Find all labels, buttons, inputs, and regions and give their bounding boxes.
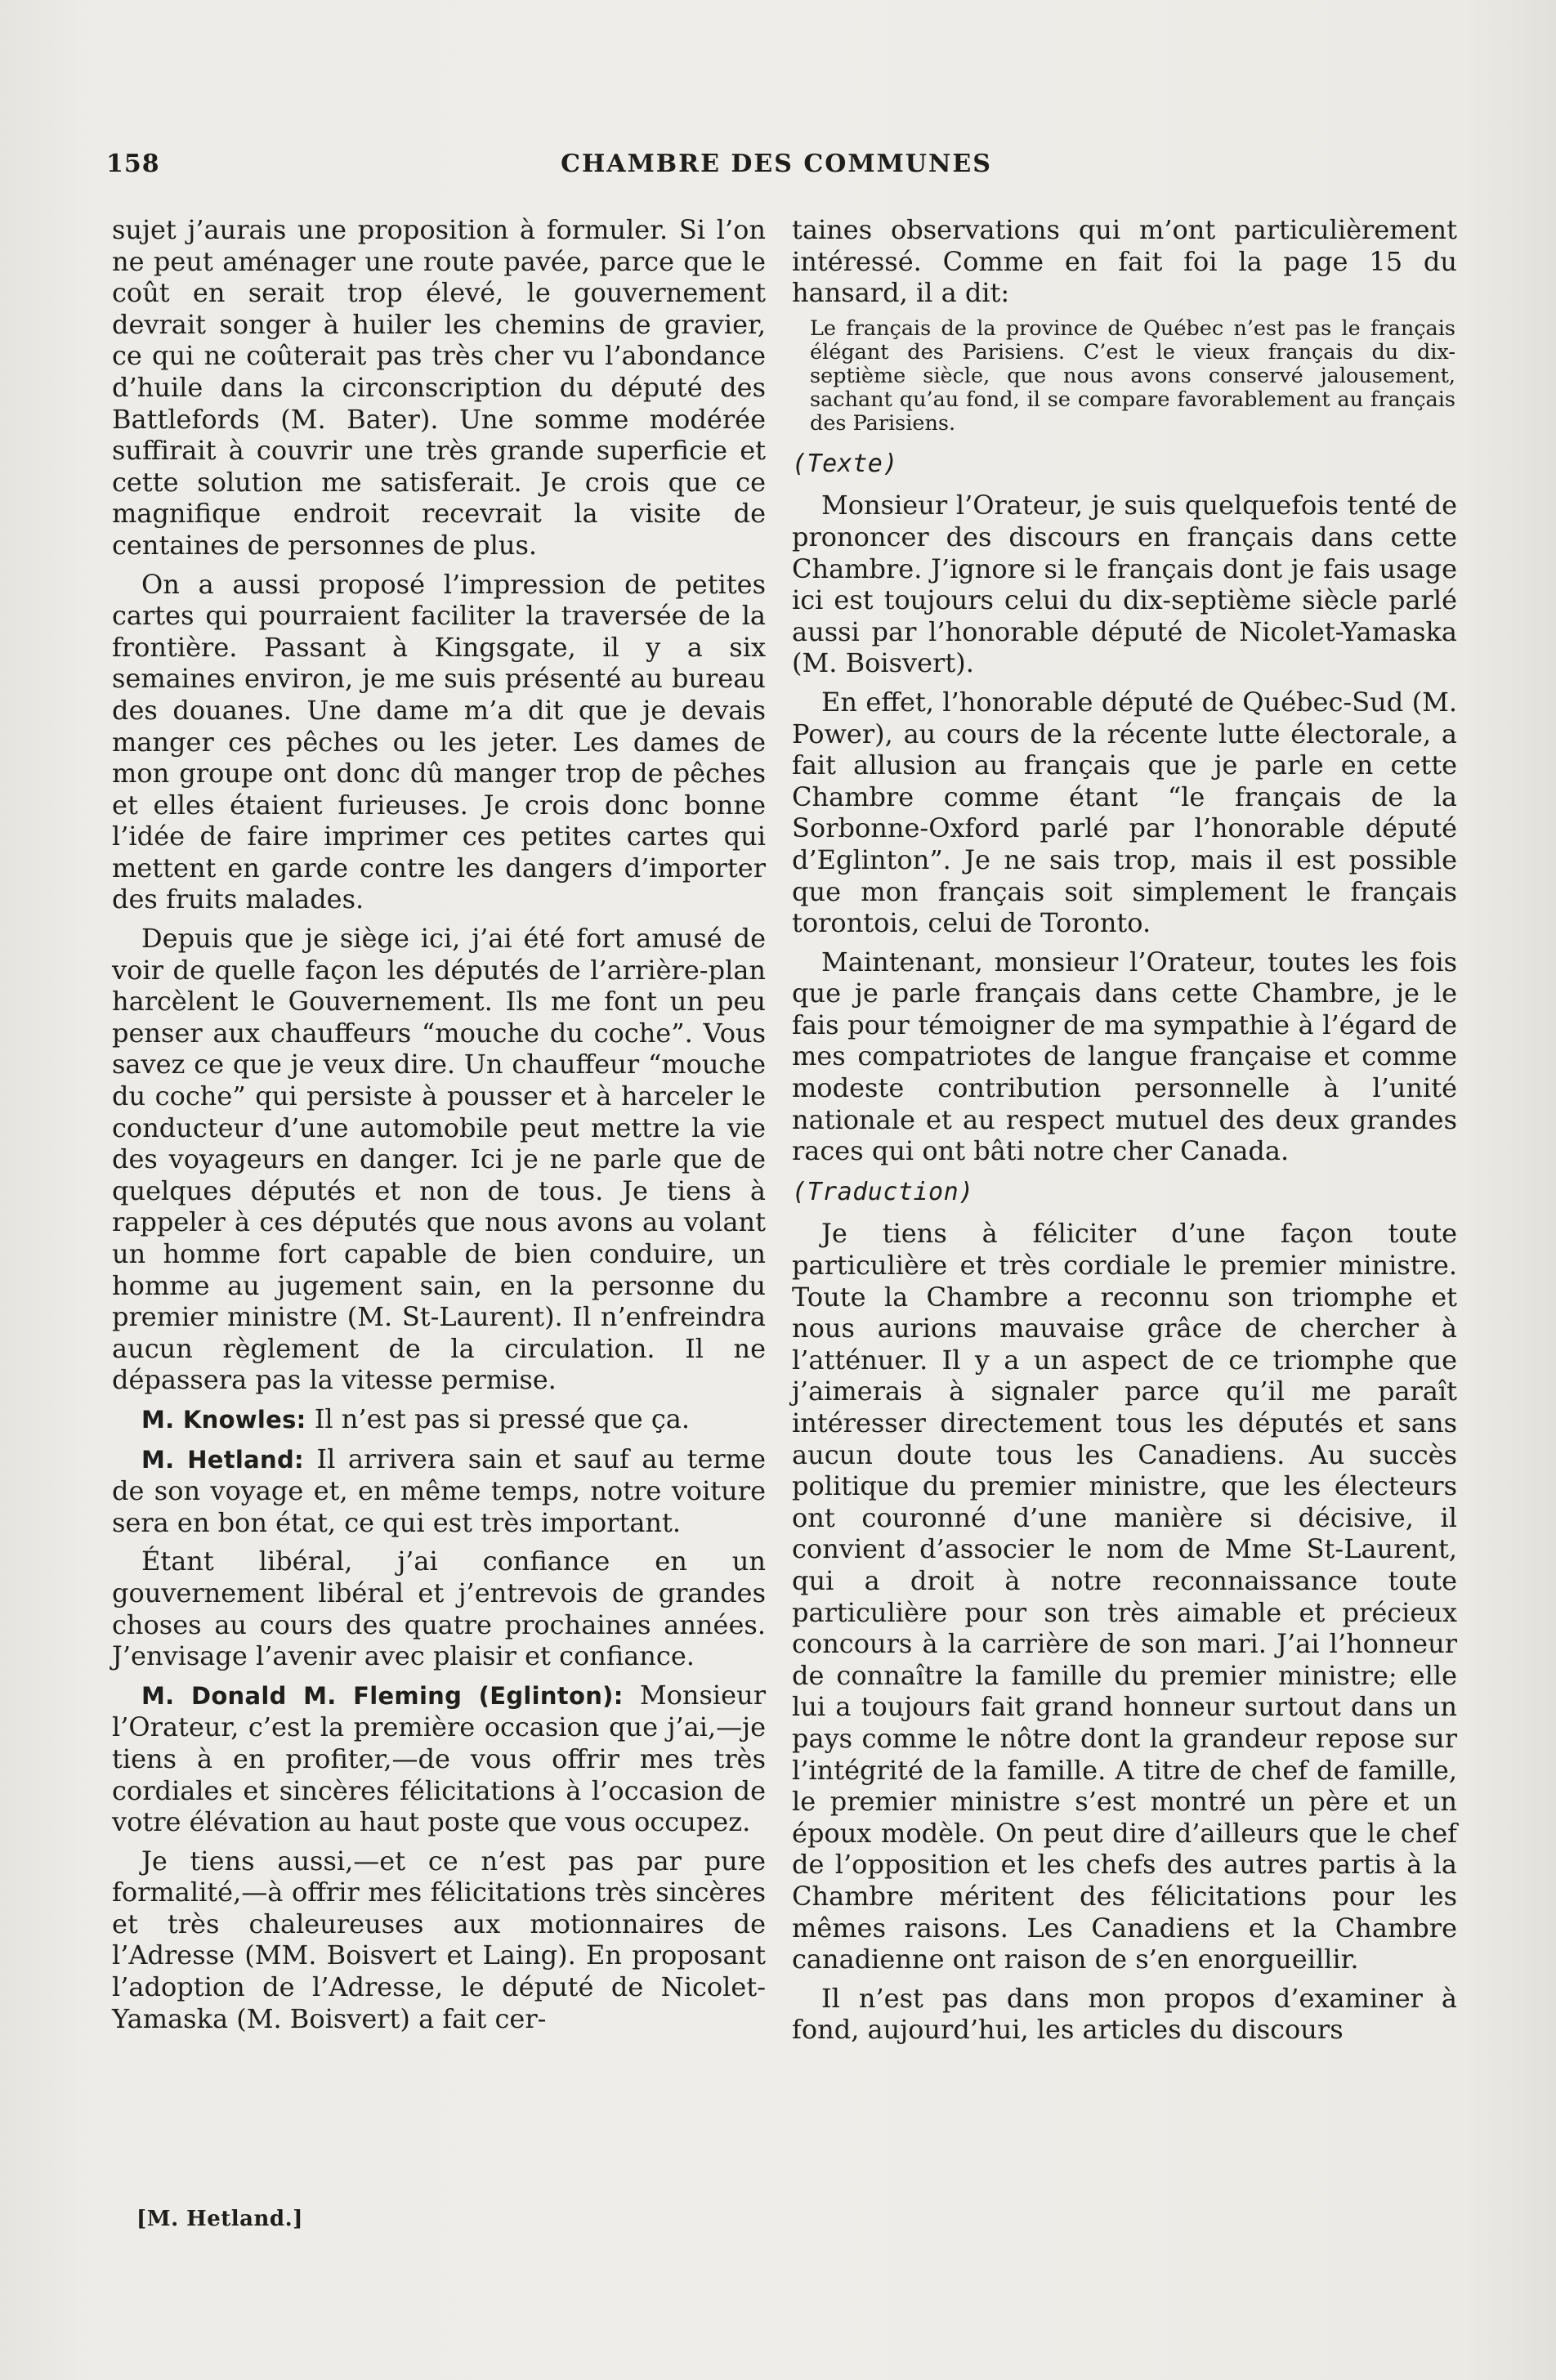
paragraph: Depuis que je siège ici, j’ai été fort amusé de voir de quelle façon les députés de l’arrière-plan harcèlent le Gouvernement. Ils me font un peu penser aux chauffeurs “mouche du coche”. Vous savez ce que je veux dire. Un chauffeur “mouche du coche” qui persiste à pousser et à harceler le conducteur d’une automobile peut mettre la vie des voyageurs en danger. Ici je ne parle que de quelques députés et non de tous. Je tiens à rappeler à ces députés que nous avons au volant un homme fort capable de bien conduire, un homme au jugement sain, en la personne du premier ministre (M. St-Laurent). Il n’enfreindra aucun règlement de la circulation. Il ne dépassera pas la vitesse permise. xyxy=(112,923,766,1396)
speaker-text: Il arrivera sain et sauf au terme de son voyage et, en même temps, notre voiture sera en bon état, ce qui est très important. xyxy=(112,1443,766,1538)
paragraph: Je tiens aussi,—et ce n’est pas par pure formalité,—à offrir mes félicitations très sincères et très chaleureuses aux motionnaires de l’Adresse (MM. Boisvert et Laing). En proposant l’adoption de l’Adresse, le député de Nicolet-Yamaska (M. Boisvert) a fait cer- xyxy=(112,1845,766,2034)
left-column xyxy=(112,214,766,2042)
paragraph-continued: taines observations qui m’ont particulièrement intéressé. Comme en fait foi la page 15 du hansard, il a dit: xyxy=(792,214,1457,309)
paragraph: Monsieur l’Orateur, je suis quelquefois tenté de prononcer des discours en français dans cette Chambre. J’ignore si le français dont je fais usage ici est toujours celui du dix-septième siècle parlé aussi par l’honorable député de Nicolet-Yamaska (M. Boisvert). xyxy=(792,490,1457,679)
paragraph: Je tiens à féliciter d’une façon toute particulière et très cordiale le premier ministre. Toute la Chambre a reconnu son triomphe et nous aurions mauvaise grâce de chercher à l’atténuer. Il y a un aspect de ce triomphe que j’aimerais à signaler parce qu’il me paraît intéresser directement tous les députés et sans aucun doute tous les Canadiens. Au succès politique du premier ministre, que les électeurs ont couronné d’une manière si décisive, il convient d’associer le nom de Mme St-Laurent, qui a droit à notre reconnaissance toute particulière pour son très aimable et précieux concours à la carrière de son mari. J’ai l’honneur de connaître la famille du premier ministre; elle lui a toujours fait grand honneur surtout dans un pays comme le nôtre dont la grandeur repose sur l’intégrité de la famille. A titre de chef de famille, le premier ministre s’est montré un père et un époux modèle. On peut dire d’ailleurs que le chef de l’opposition et les chefs des autres partis à la Chambre méritent des félicitations pour les mêmes raisons. Les Canadiens et la Chambre canadienne ont raison de s’en enorgueillir. xyxy=(792,1218,1457,1975)
block-quote: Le français de la province de Québec n’est pas le français élégant des Parisiens. C’est le vieux français du dix-septième siècle, que nous avons conservé jalousement, sachant qu’au fond, il se compare favorablement au français des Parisiens. xyxy=(810,315,1455,436)
speaker-name: M. Hetland: xyxy=(141,1445,304,1474)
paragraph: Étant libéral, j’ai confiance en un gouvernement libéral et j’entrevois de grandes choses au cours des quatre prochaines années. J’envisage l’avenir avec plaisir et confiance. xyxy=(112,1546,766,1672)
language-label: (Traduction) xyxy=(792,1177,974,1206)
paragraph-continued: sujet j’aurais une proposition à formuler. Si l’on ne peut aménager une route pavée, parce que le coût en serait trop élevé, le gouvernement devrait songer à huiler les chemins de gravier, ce qui ne coûterait pas très cher vu l’abondance d’huile dans la circonscription du député des Battlefords (M. Bater). Une somme modérée suffirait à couvrir une très grande superficie et cette solution me satisferait. Je crois que ce magnifique endroit recevrait la visite de centaines de personnes de plus. xyxy=(112,214,766,561)
speaker-paragraph xyxy=(112,1403,766,1436)
speaker-paragraph xyxy=(112,1680,766,1838)
speaker-text: Monsieur l’Orateur, c’est la première occasion que j’ai,—je tiens à en profiter,—de vous offrir mes très cordiales et sincères félicitations à l’occasion de votre élévation au haut poste que vous occupez. xyxy=(112,1679,767,1838)
speaker-name: M. Donald M. Fleming (Eglinton): xyxy=(141,1681,624,1710)
paragraph: Il n’est pas dans mon propos d’examiner à fond, aujourd’hui, les articles du discours xyxy=(792,1982,1457,2046)
paragraph: Maintenant, monsieur l’Orateur, toutes les fois que je parle français dans cette Chambre, je le fais pour témoigner de ma sympathie à l’égard de mes compatriotes de langue française et comme modeste contribution personnelle à l’unité nationale et au respect mutuel des deux grandes races qui ont bâti notre cher Canada. xyxy=(792,946,1457,1167)
footer-note: [M. Hetland.] xyxy=(136,2207,303,2231)
speaker-text: Il n’est pas si pressé que ça. xyxy=(306,1402,690,1434)
speaker-name: M. Knowles: xyxy=(141,1405,306,1434)
right-column xyxy=(792,214,1457,2053)
paragraph: En effet, l’honorable député de Québec-Sud (M. Power), au cours de la récente lutte électorale, a fait allusion au français que je parle en cette Chambre comme étant “le français de la Sorbonne-Oxford parlé par l’honorable député d’Eglinton”. Je ne sais trop, mais il est possible que mon français soit simplement le français torontois, celui de Toronto. xyxy=(792,686,1457,939)
speaker-paragraph xyxy=(112,1443,766,1539)
page-header xyxy=(106,150,1446,190)
paragraph: On a aussi proposé l’impression de petites cartes qui pourraient faciliter la traversée de la frontière. Passant à Kingsgate, il y a six semaines environ, je me suis présenté au bureau des douanes. Une dame m’a dit que je devais manger ces pêches ou les jeter. Les dames de mon groupe ont donc dû manger trop de pêches et elles étaient furieuses. Je crois donc bonne l’idée de faire imprimer ces petites cartes qui mettent en garde contre les dangers d’importer des fruits malades. xyxy=(112,568,766,915)
running-title: CHAMBRE DES COMMUNES xyxy=(561,150,992,178)
language-label: (Texte) xyxy=(792,449,898,478)
page-number: 158 xyxy=(106,150,160,178)
